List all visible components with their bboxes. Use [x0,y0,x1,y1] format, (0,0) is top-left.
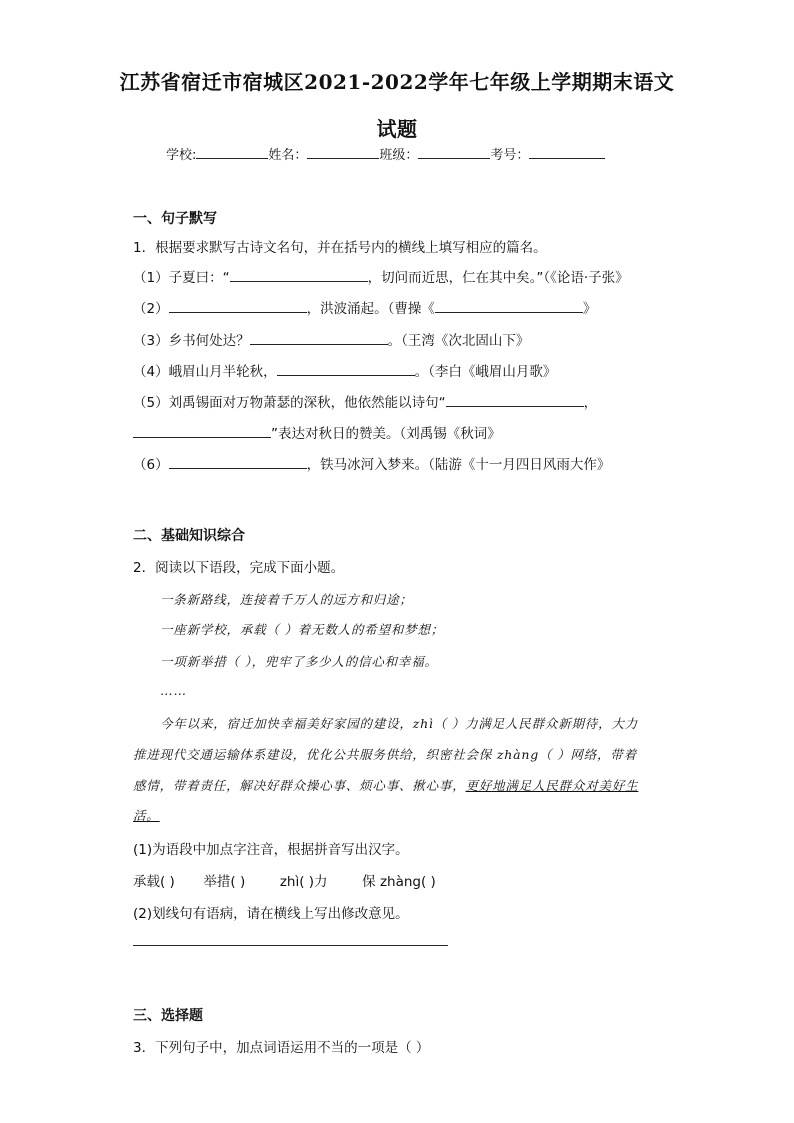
passage-line: 推进现代交通运输体系建设，优化公共服务供给，织密社会保 zhàng（ ）网络，带着 [133,747,637,762]
q1-item-2-title-blank[interactable] [435,298,583,313]
q1-item-3-blank[interactable] [250,330,388,345]
name-label: 姓名： [268,148,308,163]
document-title-line1: 江苏省宿迁市宿城区2021-2022学年七年级上学期期末语文 [119,70,675,94]
q1-item-4-blank[interactable] [277,361,415,376]
passage-line: 感情，带着责任，解决好群众操心事、烦心事、揪心事，更好地满足人民群众对美好生 [133,778,639,793]
passage-line: 一条新路线，连接着千万人的远方和归途； [160,592,413,607]
q1-item-4: （4）峨眉山月半轮秋， 。（李白《峨眉山月歌》 [133,360,556,380]
name-blank[interactable] [307,144,379,159]
q1-item-2-blank[interactable] [169,298,307,313]
question-3: 3．下列句子中，加点词语运用不当的一项是（ ） [133,1040,430,1056]
q1-item-3: （3）乡书何处达？ 。（王湾《次北固山下》 [133,329,529,349]
q1-item-5-cont: ”表达对秋日的赞美。（刘禹锡《秋词》 [133,422,501,442]
q1-item-2: （2） ，洪波涌起。（曹操《 》 [133,297,596,317]
q1-item-1: （1）子夏曰：“ ，切问而近思，仁在其中矣。”（《论语·子张》 [133,266,629,286]
answer-line[interactable] [133,945,448,946]
question-1: 1．根据要求默写古诗文名句，并在括号内的横线上填写相应的篇名。 [133,240,547,256]
document-title-line2: 试题 [376,117,418,141]
exam-no-blank[interactable] [529,144,605,159]
class-label: 班级： [379,148,419,163]
pinyin-fill-row [133,870,436,890]
underlined-sentence-end: 活。 [133,808,160,823]
passage-line: 今年以来，宿迁加快幸福美好家园的建设，zhì（ ）力满足人民群众新期待，大力 [160,716,639,731]
q1-item-5: （5）刘禹锡面对万物萧瑟的深秋，他依然能以诗句“ ， [133,391,597,411]
q1-item-5-blank-b[interactable] [133,423,271,438]
fill-jucuo[interactable]: 举措( ) [203,874,246,890]
q1-item-6: （6） ，铁马冰河入梦来。（陆游《十一月四日风雨大作》 [133,453,610,473]
q1-item-5-blank-a[interactable] [446,392,584,407]
school-blank[interactable] [196,144,268,159]
passage-line: 一座新学校，承载（ ）着无数人的希望和梦想； [160,622,445,637]
sub-question-2: (2)划线句有语病，请在横线上写出修改意见。 [133,906,409,922]
class-blank[interactable] [418,144,490,159]
exam-no-label: 考号： [490,148,530,163]
passage-ellipsis: …… [160,683,187,698]
section3-heading: 三、选择题 [133,1008,203,1024]
student-info-row [166,144,605,163]
fill-zhang[interactable]: 保 zhàng( ) [362,874,436,890]
section1-heading: 一、句子默写 [133,211,217,227]
school-label: 学校: [166,148,197,163]
q1-item-6-blank[interactable] [169,454,307,469]
fill-zhi[interactable]: zhì( )力 [279,874,328,890]
underlined-sentence: 更好地满足人民群众对美好生 [465,778,639,793]
q1-item-1-blank[interactable] [230,267,368,282]
section2-heading: 二、基础知识综合 [133,528,245,544]
question-2: 2．阅读以下语段，完成下面小题。 [133,560,345,576]
passage-line: 一项新举措（ ），兜牢了多少人的信心和幸福。 [160,654,438,669]
fill-chengzai[interactable]: 承载( ) [133,874,175,890]
sub-question-1: (1)为语段中加点字注音，根据拼音写出汉字。 [133,842,409,858]
